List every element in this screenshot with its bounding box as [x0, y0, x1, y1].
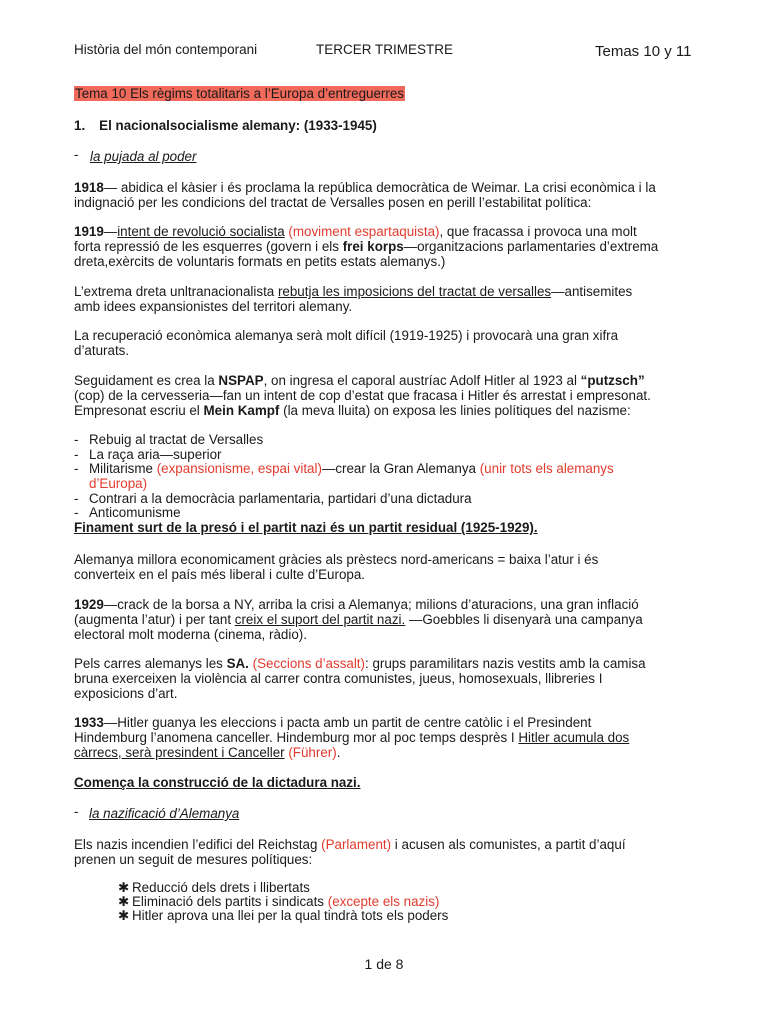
- paragraph-alemanya: Alemanya millora economicament gràcies als prèstecs nord-americans = baixa l’atur i és converteix en el país més liberal i culte d’Europa.: [74, 552, 599, 582]
- list-item: ✱ Reducció dels drets i llibertats: [118, 880, 310, 895]
- topic-title: Tema 10 Els règims totalitaris a l’Europa d’entreguerres: [75, 86, 404, 101]
- finament-heading: Finament surt de la presó i el partit nazi és un partit residual (1925-1929).: [74, 520, 538, 535]
- list-item: ✱ Eliminació dels partits i sindicats (excepte els nazis): [118, 894, 440, 909]
- paragraph-1918: 1918— abidica el kàsier i és proclama la república democràtica de Weimar. La crisi econòmica i la indignació per les condicions del tractat de Versalles posen en perill l’estabilitat política:: [74, 180, 656, 210]
- paragraph-nspap: Seguidament es crea la NSPAP, on ingresa el caporal austríac Adolf Hitler al 1923 al “putzsch” (cop) de la cervesseria—fan un intent de cop d’estat que fracasa i Hitler és arrestat i empresonat. Empresonat escriu el Mein Kampf (la meva lluita) on exposa les linies polítiques del nazisme:: [74, 373, 651, 418]
- asterisk-bullet-icon: ✱: [118, 880, 130, 895]
- paragraph-1919: 1919—intent de revolució socialista (moviment espartaquista), que fracassa i provoca una molt forta repressió de les esquerres (govern i els frei korps—organitzacions parlamentaries d’extrema dreta,exèrcits de voluntaris formats en petits estats alemanys.): [74, 224, 659, 269]
- list-item: ✱ Hitler aprova una llei per la qual tindrà tots els poders: [118, 908, 449, 923]
- header-topics: Temas 10 y 11: [595, 43, 692, 60]
- page-number: 1 de 8: [364, 956, 404, 972]
- section-heading: 1. El nacionalsocialisme alemany: (1933-1945): [74, 118, 377, 133]
- header-course: Història del món contemporani: [74, 42, 258, 57]
- paragraph-1929: 1929—crack de la borsa a NY, arriba la crisi a Alemanya; milions d’aturacions, una gran inflació (augmenta l’atur) i per tant creix el suport del partit nazi. —Goebbles li disenyarà una campanya electoral molt moderna (cinema, ràdio).: [74, 597, 643, 642]
- paragraph-sa: Pels carres alemanys les SA. (Seccions d’assalt): grups paramilitars nazis vestits amb la camisa bruna exerceixen la violència al carrer contra comunistes, jueus, homosexuals, llibreries I exposicions d’art.: [74, 656, 646, 701]
- header-term: TERCER TRIMESTRE: [316, 42, 454, 57]
- paragraph-reichstag: Els nazis incendien l’edifici del Reichstag (Parlament) i acusen als comunistes, a partit d’aquí prenen un seguit de mesures polítiques:: [74, 837, 626, 867]
- comenca-heading: Comença la construcció de la dictadura nazi.: [74, 775, 361, 790]
- paragraph-extrema-dreta: L’extrema dreta unltranacionalista rebutja les imposicions del tractat de versalles—antisemites amb idees expansionistes del territori alemany.: [74, 284, 633, 314]
- asterisk-bullet-icon: ✱: [118, 908, 130, 923]
- paragraph-recuperacio: La recuperació econòmica alemanya serà molt difícil (1919-1925) i provocarà una gran xifra d’aturats.: [74, 328, 619, 358]
- paragraph-1933: 1933—Hitler guanya les eleccions i pacta amb un partit de centre catòlic i el Presindent Hindemburg l’anomena canceller. Hindemburg mor al poc temps desprès I Hitler acumula dos càrrecs, serà presindent i Canceller (Führer).: [74, 715, 630, 760]
- asterisk-bullet-icon: ✱: [118, 894, 130, 909]
